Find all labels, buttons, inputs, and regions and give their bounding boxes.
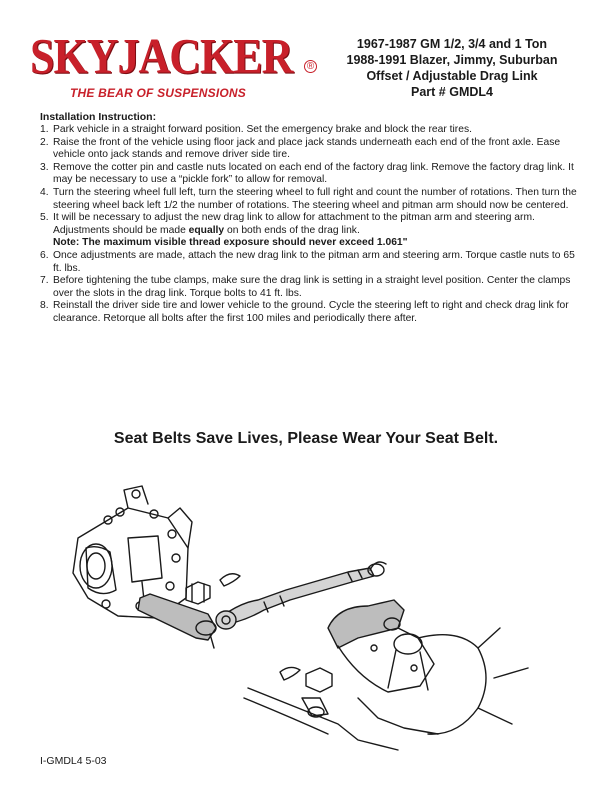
logo-wordmark: SKYJACKER	[30, 28, 293, 84]
product-title-block	[322, 36, 582, 100]
step-number: 3.	[40, 161, 49, 173]
step-number: 5.	[40, 212, 49, 224]
step-text: Once adjustments are made, attach the new drag link to the pitman arm and steering arm. Torque castle nuts to 65 ft. lbs.	[53, 249, 575, 274]
instruction-step	[40, 212, 580, 250]
step-text: It will be necessary to adjust the new drag link to allow for attachment to the pitman arm and steering arm. Adjustments should be made	[53, 212, 535, 236]
title-fitment-line-2: 1988-1991 Blazer, Jimmy, Suburban	[346, 53, 558, 67]
registered-mark: ®	[304, 60, 317, 73]
instruction-step	[40, 137, 580, 162]
instruction-step	[40, 187, 580, 212]
title-product-name: Offset / Adjustable Drag Link	[366, 69, 538, 83]
step-text: Park vehicle in a straight forward position. Set the emergency brake and block the rear tires.	[53, 124, 472, 135]
axle-outline	[244, 688, 398, 750]
seat-belt-safety-message: Seat Belts Save Lives, Please Wear Your Seat Belt.	[113, 430, 499, 447]
title-fitment-line-1: 1967-1987 GM 1/2, 3/4 and 1 Ton	[356, 37, 548, 51]
drag-link-installation-diagram	[58, 478, 598, 768]
step-text: Turn the steering wheel full left, turn the steering wheel to full right and count the number of rotations. Then turn the steering wheel back left 1/2 the number of rotations. The steering wheel and pitman arm should now be centered.	[53, 186, 577, 211]
instruction-step	[40, 162, 580, 187]
instruction-step	[40, 300, 580, 325]
instruction-step	[40, 275, 580, 300]
steering-knuckle	[280, 600, 528, 734]
castle-nut-pitman	[186, 582, 210, 604]
thread-exposure-note: Note: The maximum visible thread exposure should never exceed 1.061"	[53, 237, 408, 249]
step-text: Raise the front of the vehicle using floor jack and place jack stands underneath each end of the front axle. Ease vehicle onto jack stands and remove driver side tire.	[53, 136, 561, 161]
step-number: 4.	[40, 186, 49, 198]
step-number: 8.	[40, 300, 49, 312]
step-number: 7.	[40, 275, 49, 287]
skyjacker-logo	[30, 28, 320, 104]
step-text: Remove the cotter pin and castle nuts located on each end of the factory drag link. Remove the factory drag link. It may be necessary to use a “pickle fork” to allow for removal.	[53, 161, 574, 186]
step-number: 1.	[40, 124, 49, 135]
logo-tagline: THE BEAR OF SUSPENSIONS	[70, 86, 246, 100]
instruction-step	[40, 250, 580, 275]
steering-gear-box	[73, 486, 192, 618]
instruction-steps	[40, 124, 580, 326]
step-number: 2.	[40, 136, 49, 148]
step-text: on both ends of the drag link.	[224, 224, 360, 236]
step-text: Before tightening the tube clamps, make sure the drag link is setting in a straight level position. Center the clamps over the slots in the drag link. Torque bolts to 41 ft. lbs.	[53, 275, 571, 299]
document-code: I-GMDL4 5-03	[40, 755, 107, 767]
step-text: Reinstall the driver side tire and lower vehicle to the ground. Cycle the steering left to right and check drag link for clearance. Retorque all bolts after the first 100 miles and periodically there after.	[53, 300, 569, 324]
title-part-number: Part # GMDL4	[411, 85, 493, 99]
instructions-heading: Installation Instruction:	[40, 111, 157, 123]
cotter-pin-pitman	[220, 574, 240, 586]
instruction-step	[40, 124, 580, 137]
step-number: 6.	[40, 249, 49, 261]
step-text-emphasis: equally	[188, 224, 225, 236]
